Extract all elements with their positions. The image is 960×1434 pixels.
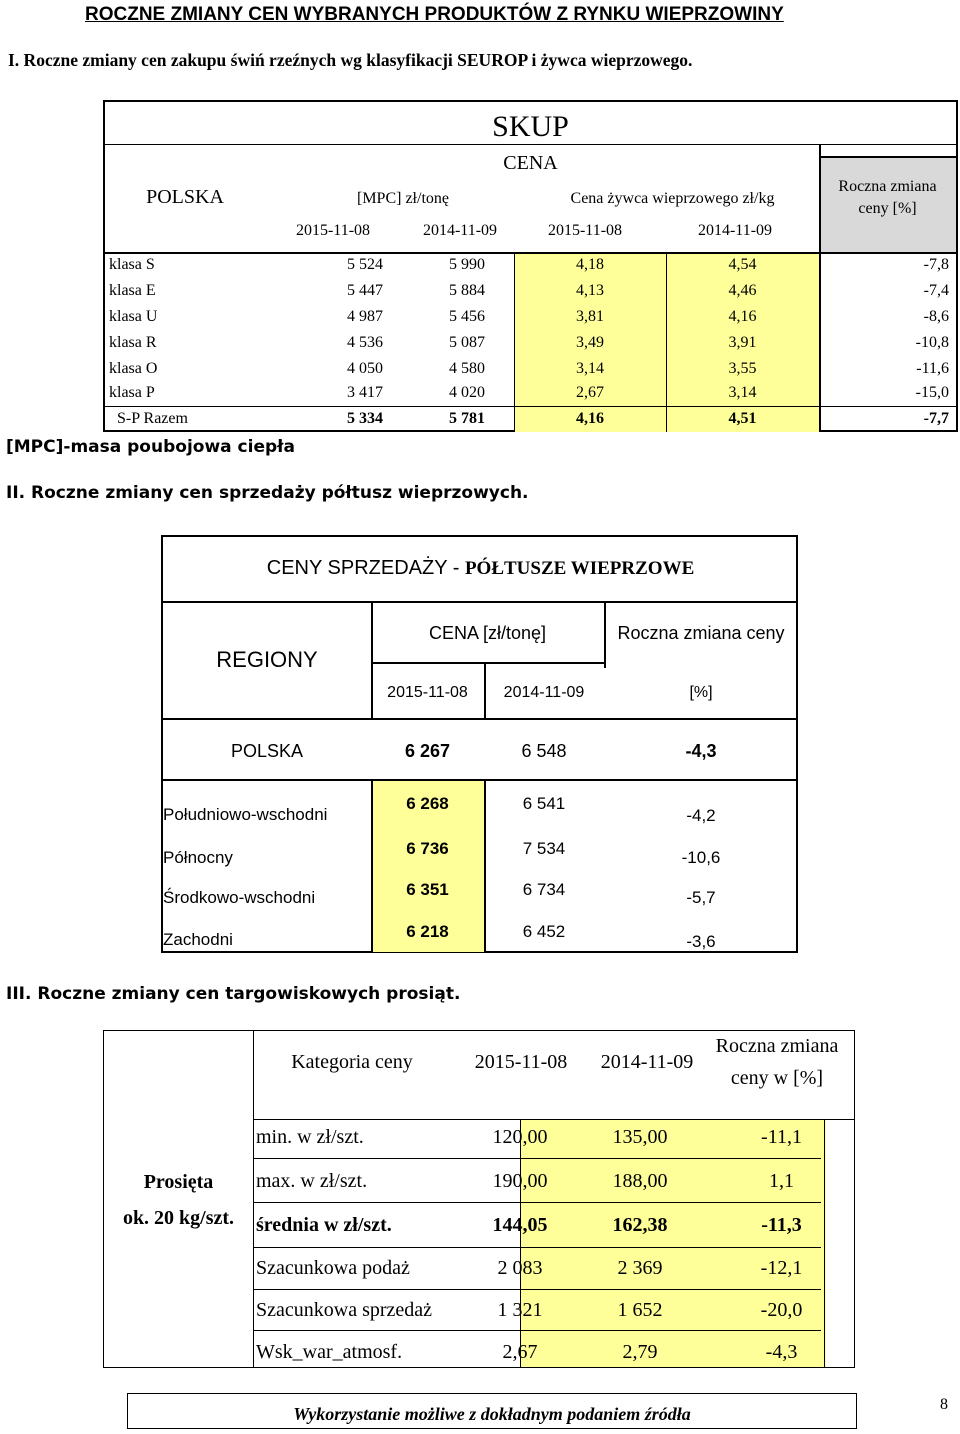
cell: 4,13 [576,282,604,299]
cell: 4,54 [728,256,757,273]
cell: 1,1 [769,1170,794,1192]
cell: 5 990 [449,256,485,273]
regiony-header: REGIONY [216,647,318,672]
cell: 135,00 [612,1126,668,1148]
page-number: 8 [940,1396,948,1413]
date-header: 2014-11-09 [503,684,585,701]
cena-header: CENA [zł/tonę] [428,623,547,643]
skup-header: SKUP [492,110,569,143]
cell: 4,46 [728,282,757,299]
cell: 3,91 [728,334,757,351]
row-label: klasa E [109,282,156,299]
cell: 2 369 [617,1257,663,1279]
cell: 120,00 [492,1126,548,1148]
product-label-line1: Prosięta [143,1171,214,1193]
cell: 6 736 [406,839,449,858]
footer-note: Wykorzystanie możliwe z dokładnym podaniem źródła [127,1393,857,1429]
cell: 3,14 [576,360,604,377]
cell: 5 334 [347,410,383,427]
cell: -7,4 [923,282,949,299]
cell: 4,18 [576,256,604,273]
change-header: Roczna zmiana ceny [617,623,785,643]
change-header-line2: ceny w [%] [730,1067,824,1089]
region-label: Południowo-wschodni [163,805,328,824]
row-label: klasa R [109,334,157,351]
cell: 6 218 [406,922,449,941]
section2-heading: II. Roczne zmiany cen sprzedaży półtusz wieprzowych. [6,483,529,503]
cell: 5 524 [347,256,383,273]
cell: -12,1 [760,1257,803,1279]
cell: 3,14 [728,384,757,401]
date-header: 2015-11-08 [547,222,623,239]
cell: -11,3 [761,1214,802,1236]
row-label: min. w zł/szt. [256,1126,364,1148]
cell: -10,8 [915,334,949,351]
cell: 4,16 [576,410,604,427]
cell: -20,0 [760,1299,803,1321]
kategoria-header: Kategoria ceny [291,1051,413,1073]
cell: 162,38 [612,1214,668,1236]
cell: 4 987 [347,308,383,325]
date-header: 2014-11-09 [600,1051,694,1073]
region-label: Środkowo-wschodni [163,888,316,907]
cell: -4,3 [685,741,717,761]
cell: -15,0 [915,384,949,401]
row-label: max. w zł/szt. [256,1170,368,1192]
cell: 3 417 [347,384,383,401]
zywiec-header: Cena żywca wieprzowego zł/kg [570,190,775,207]
cell: -10,6 [681,848,721,867]
row-label: klasa U [109,308,158,325]
cena-header: CENA [503,152,558,174]
polska-header: POLSKA [146,186,224,208]
cell: 1 652 [617,1299,663,1321]
row-label: Szacunkowa sprzedaż [256,1299,433,1321]
cell: 4,16 [728,308,757,325]
change-header-line1: Roczna zmiana [838,178,937,195]
cell: 4 020 [449,384,485,401]
cell: 1 321 [497,1299,543,1321]
cell: 2 083 [497,1257,543,1279]
date-header: 2014-11-09 [697,222,773,239]
region-label: Północny [163,848,233,867]
cell: 6 267 [404,741,451,761]
cell: 190,00 [492,1170,548,1192]
cell: 2,79 [622,1341,658,1363]
cell: 4,51 [728,410,757,427]
cell: -4,2 [686,806,716,825]
date-header: 2015-11-08 [474,1051,568,1073]
cell: 7 534 [522,839,566,858]
cell: 3,49 [576,334,604,351]
cell: 2,67 [502,1341,538,1363]
cell: 188,00 [612,1170,668,1192]
seurop-table [103,100,958,432]
row-label: średnia w zł/szt. [256,1214,392,1236]
row-label: klasa O [109,360,158,377]
cell: 3,81 [576,308,604,325]
cell: 4 580 [449,360,485,377]
cell: -11,6 [916,360,949,377]
mpc-header: [MPC] zł/tonę [357,190,449,207]
row-label: klasa P [109,384,155,401]
row-label: Szacunkowa podaż [256,1257,410,1279]
polska-label: POLSKA [230,741,304,761]
section1-heading: I. Roczne zmiany cen zakupu świń rzeźnych wg klasyfikacji SEUROP i żywca wieprzowego. [8,50,693,70]
cell: 5 456 [449,308,485,325]
cell: 144,05 [492,1214,548,1236]
cell: 6 548 [521,741,567,761]
total-label: S-P Razem [117,410,188,427]
cell: -3,6 [686,932,716,951]
cell: 2,67 [576,384,604,401]
cell: 5 087 [449,334,485,351]
page-title: ROCZNE ZMIANY CEN WYBRANYCH PRODUKTÓW Z RYNKU WIEPRZOWINY [85,4,784,25]
cell: 3,55 [728,360,757,377]
date-header: 2014-11-09 [422,222,498,239]
half-carcass-table [161,535,798,953]
date-header: 2015-11-08 [387,684,468,701]
product-label-line2: ok. 20 kg/szt. [122,1207,235,1229]
cell: -7,7 [923,410,949,427]
date-header: 2015-11-08 [295,222,371,239]
cell: 6 452 [522,922,566,941]
cell: -11,1 [761,1126,802,1148]
row-label: Wsk_war_atmosf. [256,1341,403,1363]
pct-header: [%] [689,684,713,701]
cell: 6 351 [406,880,449,899]
cell: 5 884 [449,282,485,299]
cell: 6 541 [522,794,566,813]
half-carcass-title: CENY SPRZEDAŻY - PÓŁTUSZE WIEPRZOWE [266,557,695,579]
cell: -4,3 [765,1341,798,1363]
row-label: klasa S [109,256,155,273]
cell: -7,8 [923,256,949,273]
region-label: Zachodni [163,930,233,949]
mpc-note: [MPC]-masa poubojowa ciepła [6,437,295,457]
cell: 5 447 [347,282,383,299]
section3-heading: III. Roczne zmiany cen targowiskowych prosiąt. [6,984,461,1004]
change-header-line2: ceny [%] [858,200,917,217]
cell: 4 050 [347,360,383,377]
cell: 6 734 [522,880,566,899]
piglets-table [103,1030,855,1368]
change-header-line1: Roczna zmiana [715,1035,839,1057]
cell: 5 781 [449,410,485,427]
cell: -8,6 [923,308,949,325]
cell: 4 536 [347,334,383,351]
cell: -5,7 [686,888,716,907]
cell: 6 268 [406,794,449,813]
